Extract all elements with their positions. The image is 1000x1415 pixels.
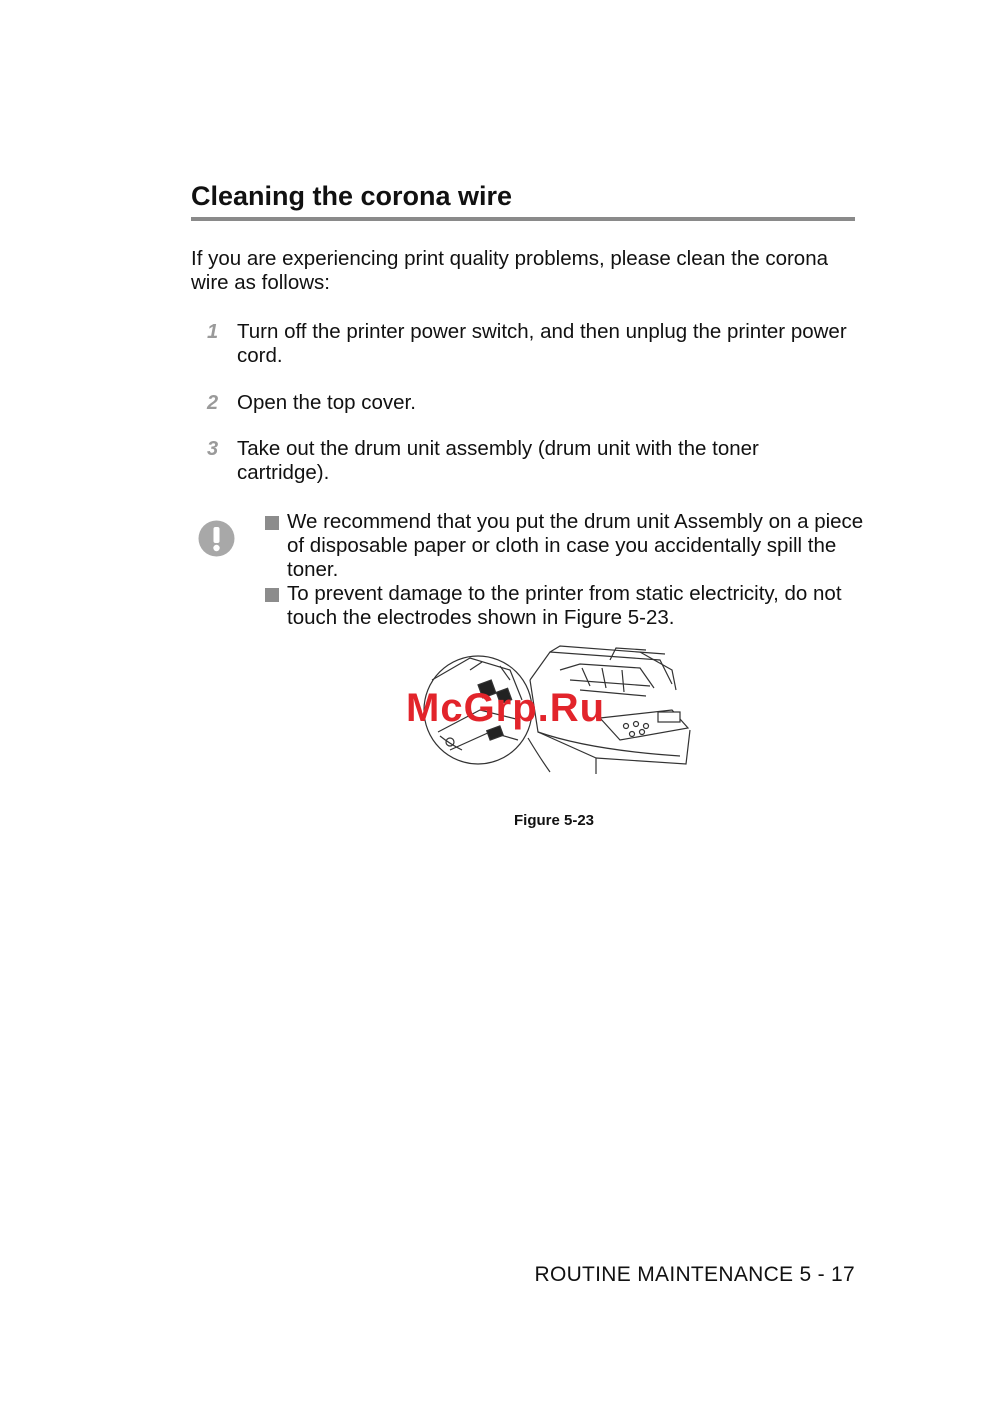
intro-paragraph: If you are experiencing print quality problems, please clean the corona wire as follows:	[191, 247, 829, 294]
page-footer: ROUTINE MAINTENANCE 5 - 17	[534, 1263, 855, 1286]
note-item-text: To prevent damage to the printer from static electricity, do not touch the electrodes shown in Figure 5-23.	[287, 582, 842, 629]
square-bullet-icon	[265, 588, 279, 602]
note-item-text: We recommend that you put the drum unit Assembly on a piece of disposable paper or cloth in case you accidentally spill the toner.	[287, 510, 864, 581]
square-bullet-icon	[265, 516, 279, 530]
step-text: Take out the drum unit assembly (drum unit with the toner cartridge).	[237, 437, 759, 484]
note-item	[264, 510, 864, 582]
figure-caption: Figure 5-23	[514, 812, 595, 829]
watermark-logo: McGrp.Ru	[406, 686, 606, 730]
page-title: Cleaning the corona wire	[191, 181, 513, 211]
step-number: 1	[207, 321, 219, 343]
step-text: Open the top cover.	[237, 391, 416, 414]
step-text: Turn off the printer power switch, and then unplug the printer power cord.	[237, 320, 847, 367]
note-item	[264, 582, 864, 630]
note-list	[264, 510, 864, 630]
caution-exclamation-icon	[198, 520, 235, 557]
step-number: 3	[207, 438, 219, 460]
title-underline	[191, 217, 855, 221]
step-number: 2	[207, 392, 219, 414]
